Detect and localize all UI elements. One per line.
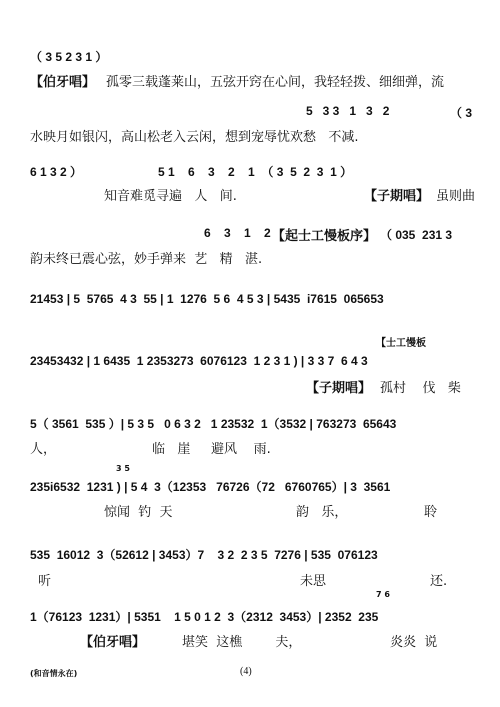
notation-line: 6 1 3 2 ） bbox=[30, 165, 83, 179]
section-label-shigong: 【士工慢板 bbox=[376, 338, 426, 349]
lyric-line: 孤村 伐 柴 bbox=[380, 381, 461, 396]
lyric-line: 聆 bbox=[424, 505, 438, 520]
lyric-line: 水映月如银闪，高山松老入云闲，想到宠辱忧欢愁 不减. bbox=[30, 130, 359, 145]
role-label-boya: 【伯牙唱】 bbox=[30, 75, 96, 90]
lyric-line: 韵 乐， bbox=[296, 505, 348, 520]
measure-line-4: 235i6532 1231 ) | 5 4 3（12353 76726（72 6760765）| 3 3561 bbox=[30, 480, 391, 494]
role-label-boya: 【伯牙唱】 bbox=[80, 635, 146, 650]
section-label: 【起士工慢板序】 bbox=[272, 229, 377, 244]
notation-line: 5 1 6 3 2 1 （ 3 5 2 3 1 ） bbox=[158, 165, 353, 179]
role-label-ziqi: 【子期唱】 bbox=[364, 189, 430, 204]
measure-line-2: 23453432 | 1 6435 1 2353273 6076123 1 2 3 1 ) | 3 3 7 6 4 3 bbox=[30, 354, 368, 368]
measure-line-1: 21453 | 5 5765 4 3 55 | 1 1276 5 6 4 5 3 | 5435 i7615 065653 bbox=[30, 292, 384, 306]
lyric-line: 虽则曲 bbox=[436, 189, 476, 204]
lyric-line: 人， bbox=[30, 442, 57, 457]
lyric-line: 未思 bbox=[300, 574, 327, 589]
lyric-line: 炎炎 说 bbox=[390, 635, 438, 650]
role-label-ziqi: 【子期唱】 bbox=[306, 381, 372, 396]
measure-line-6: 1（76123 1231）| 5351 1 5 0 1 2 3（2312 3453）| 2352 235 bbox=[30, 610, 379, 624]
ornament-notation: 3 5 bbox=[116, 464, 130, 473]
notation-line: 6 3 1 2 bbox=[204, 226, 271, 240]
notation-line: （ 3 bbox=[450, 106, 473, 120]
measure-line-5: 535 16012 3（52612 | 3453）7 3 2 2 3 5 7276 | 535 076123 bbox=[30, 548, 378, 562]
notation-line: （ 035 231 3 bbox=[380, 228, 453, 242]
page-number: (4) bbox=[240, 666, 252, 677]
footer-title: (和音情永在) bbox=[30, 669, 78, 678]
lyric-line: 听 bbox=[38, 574, 52, 589]
lyric-line: 知音难觅寻遍 人 间. bbox=[104, 189, 237, 204]
lyric-line: 还. bbox=[430, 574, 448, 589]
notation-line: 5 3 3 1 3 2 bbox=[306, 104, 390, 118]
ornament-notation: 7 6 bbox=[376, 590, 390, 599]
lyric-line: 韵未终已震心弦，妙手弹来 艺 精 湛. bbox=[30, 252, 263, 267]
measure-line-3: 5（ 3561 535 ）| 5 3 5 0 6 3 2 1 23532 1（3532 | 763273 65643 bbox=[30, 417, 397, 431]
intro-notation: （ 3 5 2 3 1 ） bbox=[30, 50, 108, 64]
lyric-line: 孤零三载蓬莱山，五弦开窍在心间，我轻轻拨、细细弹，流 bbox=[106, 75, 445, 90]
lyric-line: 惊闻 钓 天 bbox=[104, 505, 173, 520]
lyric-line: 临 崖 避风 雨. bbox=[152, 442, 271, 457]
lyric-line: 堪笑 这樵 夫， bbox=[182, 635, 302, 650]
